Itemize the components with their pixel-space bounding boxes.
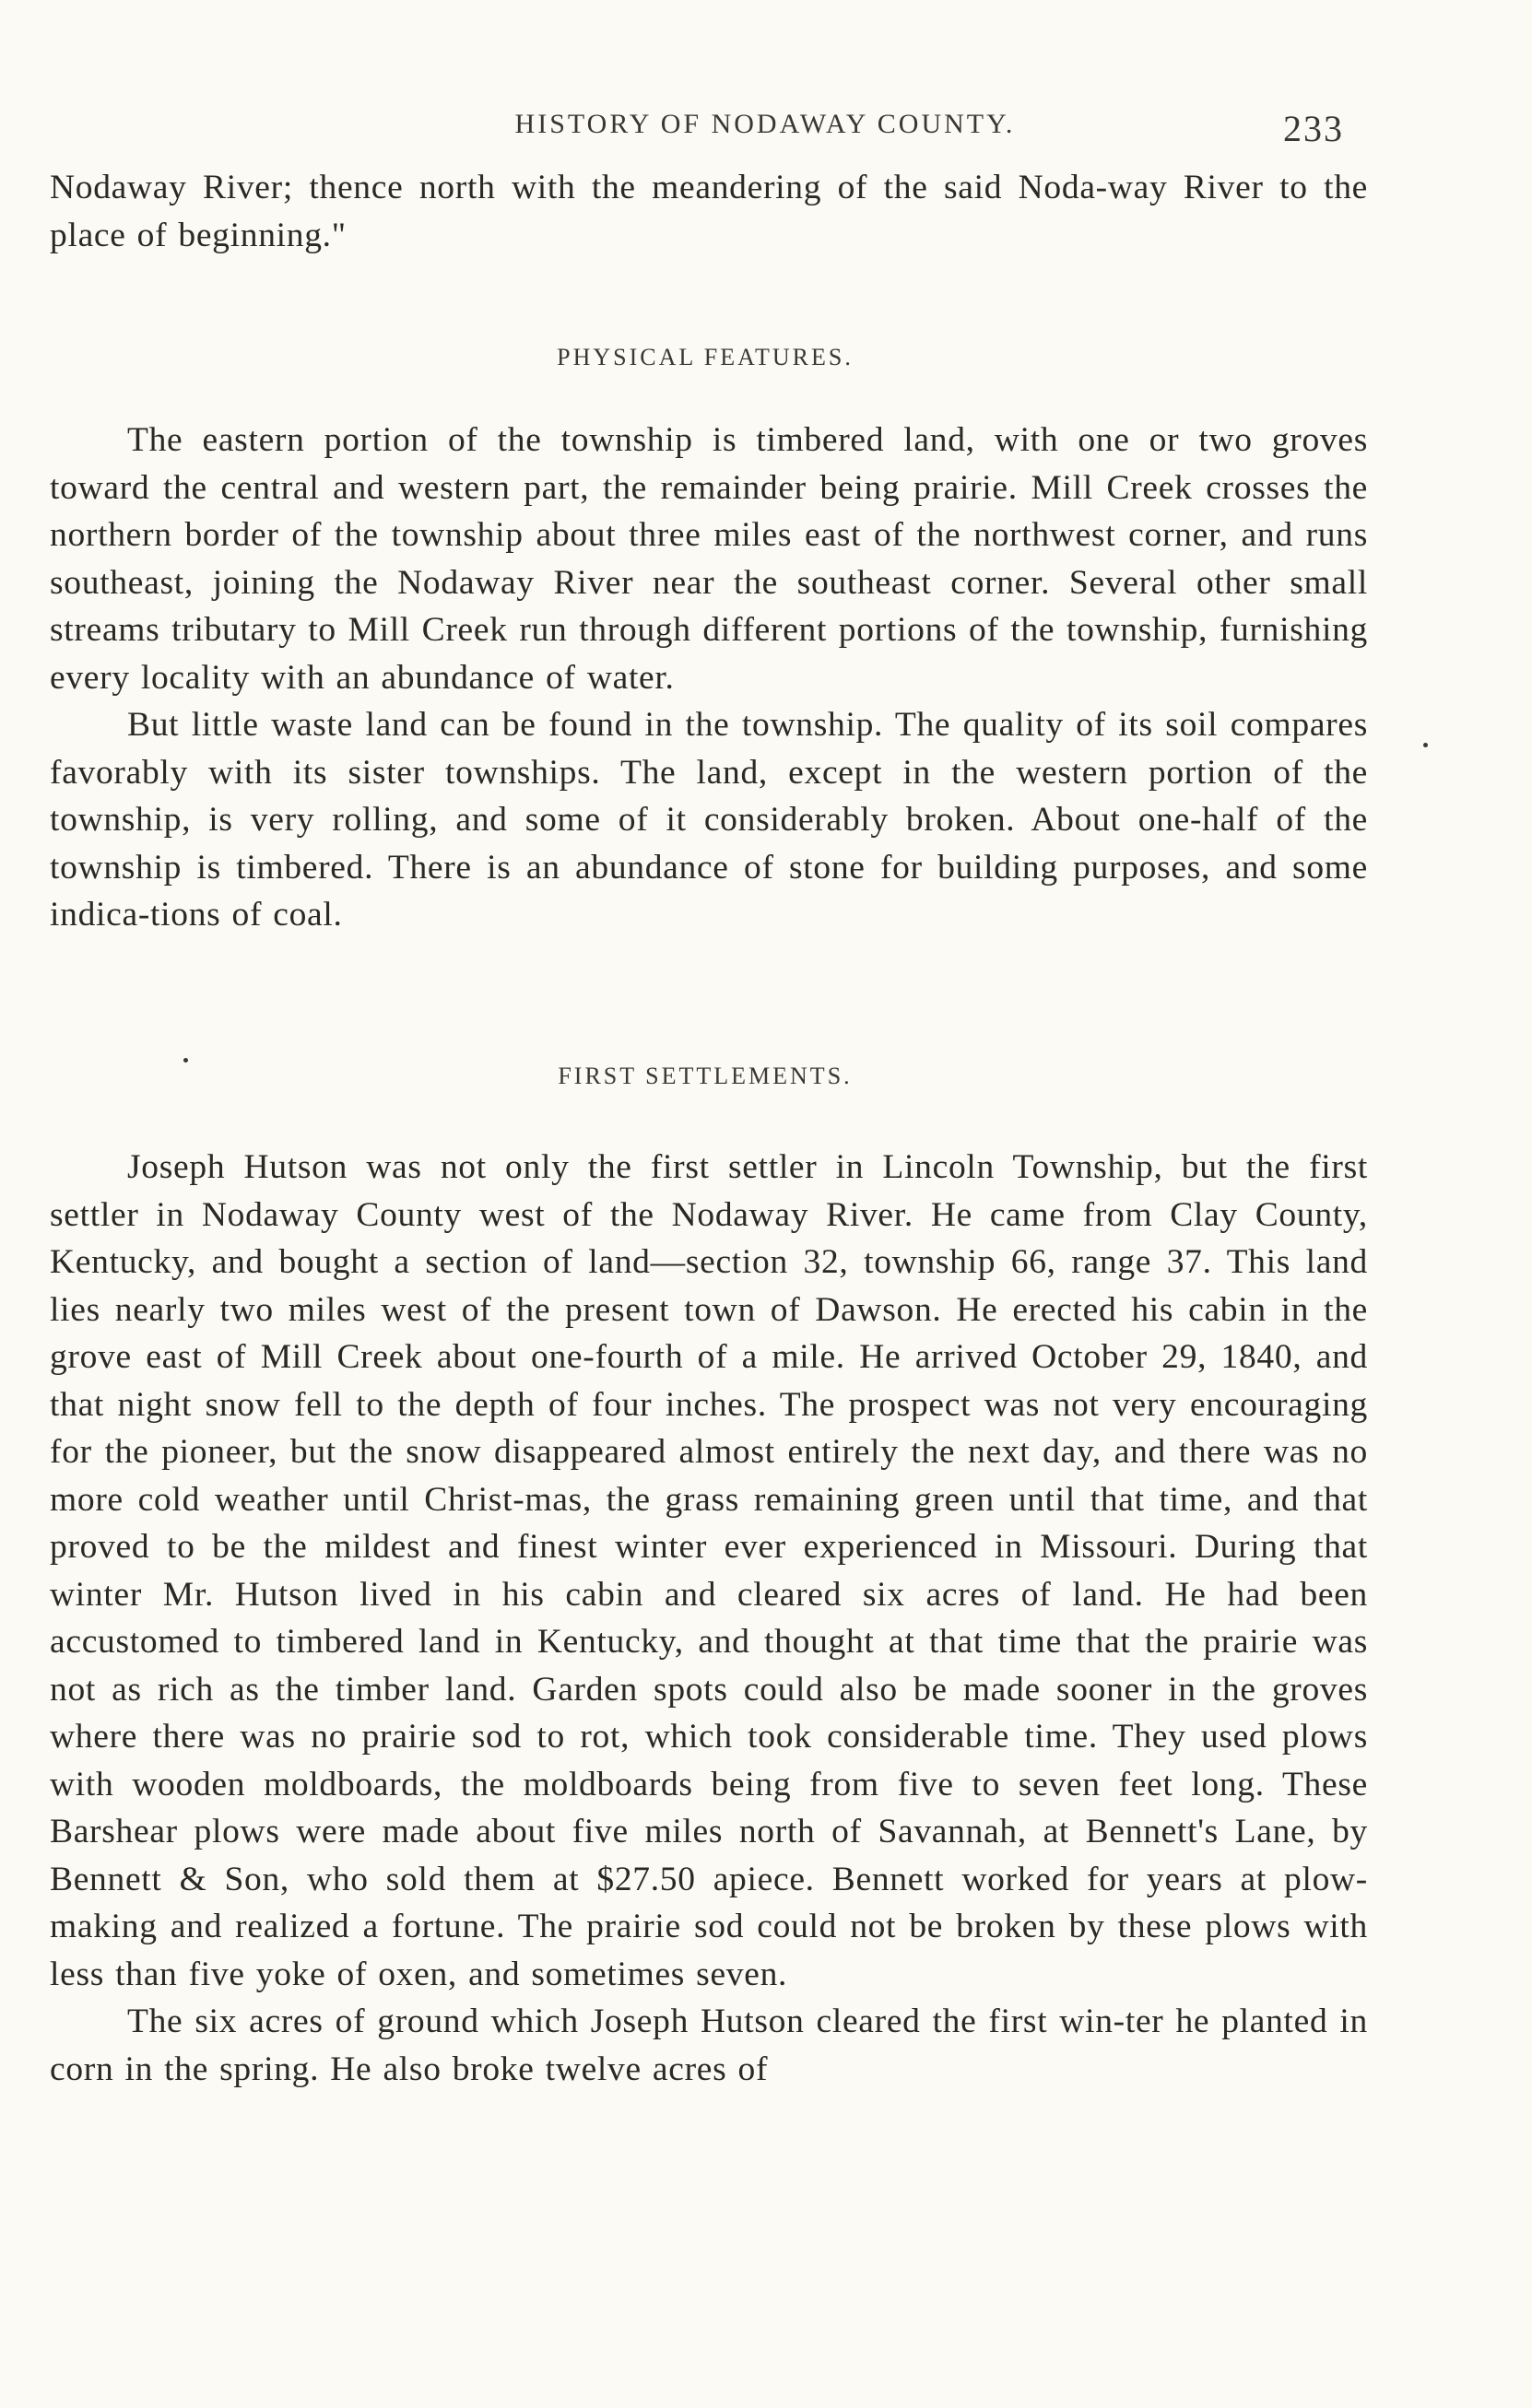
print-speck [183, 1058, 188, 1063]
intro-paragraph-block [50, 164, 1368, 259]
page-number: 233 [1283, 108, 1344, 149]
paragraph: But little waste land can be found in the township. The quality of its soil compares favorably with its sister townships. The land, except in the western portion of the township, is very rolling, and some of it considerably broken. About one-half of the township is timbered. There is an abundance of stone for building purposes, and some indica-tions of coal. [50, 706, 1368, 934]
intro-paragraph: Nodaway River; thence north with the meandering of the said Noda-way River to the place of beginning." [50, 169, 1368, 254]
print-speck [1423, 743, 1428, 747]
section-heading-first-settlements: FIRST SETTLEMENTS. [558, 1063, 853, 1089]
paragraph: Joseph Hutson was not only the first settler in Lincoln Township, but the first settler in Nodaway County west of the Nodaway River. He came from Clay County, Kentucky, and bought a section of land—section 32, township 66, range 37. This land lies nearly two miles west of the present town of Dawson. He erected his cabin in the grove east of Mill Creek about one-fourth of a mile. He arrived October 29, 1840, and that night snow fell to the depth of four inches. The prospect was not very encouraging for the pioneer, but the snow disappeared almost entirely the next day, and there was no more cold weather until Christ-mas, the grass remaining green until that time, and that proved to be the mildest and finest winter ever experienced in Missouri. During that winter Mr. Hutson lived in his cabin and cleared six acres of land. He had been accustomed to timbered land in Kentucky, and thought at that time that the prairie was not as rich as the timber land. Garden spots could also be made sooner in the groves where there was no prairie sod to rot, which took considerable time. They used plows with wooden moldboards, the moldboards being from five to seven feet long. These Barshear plows were made about five miles north of Savannah, at Bennett's Lane, by Bennett & Son, who sold them at $27.50 apiece. Bennett worked for years at plow-making and realized a fortune. The prairie sod could not be broken by these plows with less than five yoke of oxen, and sometimes seven. [50, 1148, 1368, 1993]
first-settlements-body [50, 1144, 1368, 2093]
section-heading-physical-features: PHYSICAL FEATURES. [557, 344, 854, 370]
paragraph: The eastern portion of the township is timbered land, with one or two groves toward the central and western part, the remainder being prairie. Mill Creek crosses the northern border of the township about three miles east of the northwest corner, and runs southeast, joining the Nodaway River near the southeast corner. Several other small streams tributary to Mill Creek run through different portions of the township, furnishing every locality with an abundance of water. [50, 421, 1368, 697]
running-head [0, 108, 1532, 149]
physical-features-body [50, 417, 1368, 939]
running-title: HISTORY OF NODAWAY COUNTY. [514, 109, 1016, 139]
paragraph: The six acres of ground which Joseph Hutson cleared the first win-ter he planted in corn in the spring. He also broke twelve acres of [50, 2003, 1368, 2088]
